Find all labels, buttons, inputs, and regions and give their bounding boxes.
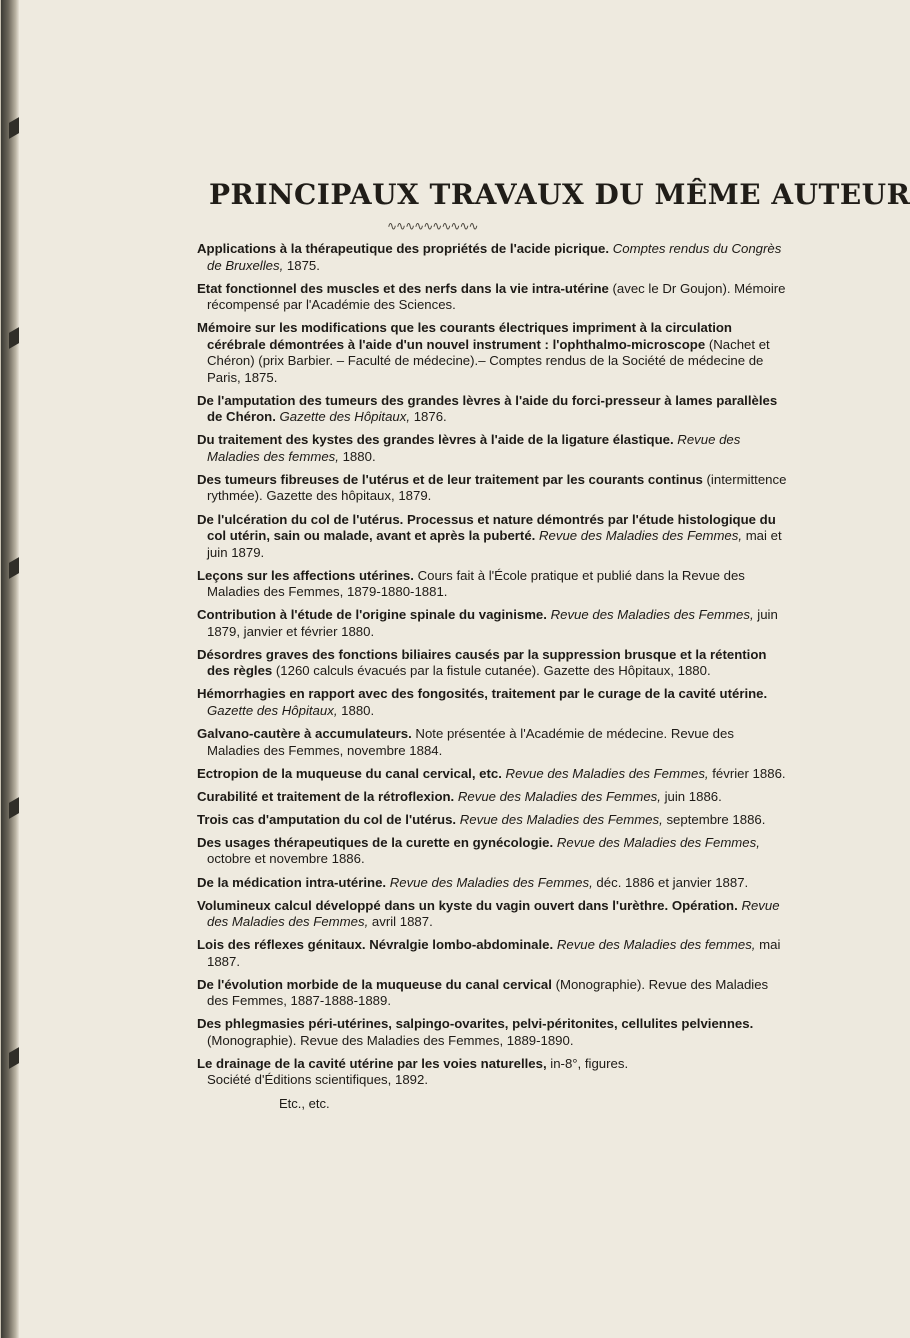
publication-entry [197, 472, 787, 505]
publication-entry [197, 241, 787, 274]
entry-details: 1880. [338, 448, 376, 464]
entry-title: Galvano-cautère à accumulateurs. [197, 726, 412, 742]
entry-details: septembre 1886. [662, 811, 766, 827]
entry-details: Note présentée à l'Académie de médecine. Revue des Maladies des Femmes, novembre 1884. [207, 726, 734, 758]
entry-title: Lois des réflexes génitaux. Névralgie lombo-abdominale. [197, 937, 554, 953]
publication-entry [197, 432, 787, 465]
entry-title: Mémoire sur les modifications que les courants électriques impriment à la circulation cérébrale démontrées à l'aide d'un nouvel instrument : l'ophthalmo-microscope [197, 320, 732, 352]
entry-details: mai 1887. [207, 937, 781, 969]
publication-entry [197, 875, 787, 892]
publication-entry [197, 726, 787, 759]
publication-entry [197, 937, 787, 970]
entry-source: Comptes rendus du Congrès de Bruxelles, [207, 241, 782, 273]
binding-thread [9, 117, 19, 139]
entry-title: Hémorrhagies en rapport avec des fongosités, traitement par le curage de la cavité utérine. [197, 686, 768, 702]
title-ornament: ∿∿∿∿∿∿∿∿∿∿ [387, 219, 478, 233]
publication-entry [197, 281, 787, 314]
entry-title: De l'amputation des tumeurs des grandes lèvres à l'aide du forci-presseur à lames parallèles de Chéron. [197, 392, 778, 425]
publication-entry [197, 393, 787, 426]
publication-entry [197, 812, 787, 829]
entry-title: De la médication intra-utérine. [197, 874, 387, 890]
publication-entry [197, 512, 787, 562]
entry-details: Cours fait à l'École pratique et publié dans la Revue des Maladies des Femmes, 1879-1880-1881. [207, 567, 745, 600]
publication-entry [197, 1016, 787, 1049]
entry-title: Des phlegmasies péri-utérines, salpingo-ovarites, pelvi-péritonites, cellulites pelviennes. [197, 1016, 754, 1032]
entry-details: 1880. [337, 702, 375, 718]
entry-source: Revue des Maladies des Femmes, [501, 765, 709, 781]
entry-source: Revue des Maladies des femmes, [207, 432, 741, 464]
entry-details: octobre et novembre 1886. [207, 851, 365, 867]
publication-entry [197, 835, 787, 868]
binding-thread [9, 1047, 19, 1069]
entry-title: Désordres graves des fonctions biliaires causés par la suppression brusque et la rétention des règles [197, 646, 767, 679]
entry-details: février 1886. [708, 765, 786, 781]
publication-list [197, 178, 910, 1111]
entry-source: Revue des Maladies des Femmes, [386, 874, 593, 890]
publication-entry [197, 568, 787, 601]
closing-etc: Etc., etc. [279, 1095, 330, 1111]
publication-entry [197, 686, 787, 719]
entry-extra: Société d'Éditions scientifiques, 1892. [207, 1072, 428, 1088]
entry-title: Leçons sur les affections utérines. [197, 567, 414, 583]
publication-entry [197, 977, 787, 1010]
entry-details: 1875. [283, 257, 320, 273]
page-title: PRINCIPAUX TRAVAUX DU MÊME AUTEUR [209, 178, 910, 211]
entry-title: Du traitement des kystes des grandes lèvres à l'aide de la ligature élastique. [197, 432, 674, 448]
entry-details: 1876. [410, 409, 447, 425]
entry-details: (Nachet et Chéron) (prix Barbier. – Faculté de médecine).– Comptes rendus de la Société de médecine de Paris, 1875. [207, 336, 770, 385]
entry-details: avril 1887. [368, 914, 433, 930]
entry-title: De l'ulcération du col de l'utérus. Processus et nature démontrés par l'étude histologique du col utérin, sain ou malade, avant et après la puberté. [197, 511, 776, 544]
entry-details: déc. 1886 et janvier 1887. [592, 874, 749, 890]
publication-entry [197, 766, 787, 783]
entry-source: Revue des Maladies des Femmes, [546, 607, 754, 623]
entry-details: (avec le Dr Goujon). Mémoire récompensé par l'Académie des Sciences. [207, 280, 786, 313]
binding-thread [9, 327, 19, 349]
entry-title: Le drainage de la cavité utérine par les voies naturelles, [197, 1055, 547, 1071]
entry-details: juin 1886. [660, 788, 722, 804]
entry-details: (1260 calculs évacués par la fistule cutanée). Gazette des Hôpitaux, 1880. [272, 663, 711, 679]
publication-entry [197, 607, 787, 640]
entry-source: Revue des Maladies des Femmes, [553, 834, 760, 850]
entry-title: Etat fonctionnel des muscles et des nerfs dans la vie intra-utérine [197, 280, 609, 296]
entry-title: Des usages thérapeutiques de la curette en gynécologie. [197, 834, 554, 850]
entries-list [197, 241, 787, 1089]
entry-title: Contribution à l'étude de l'origine spinale du vaginisme. [197, 607, 547, 623]
entry-title: Volumineux calcul développé dans un kyste du vagin ouvert dans l'urèthre. Opération. [197, 897, 738, 913]
book-spine-edge [1, 0, 19, 1338]
binding-thread [9, 797, 19, 819]
publication-entry [197, 1056, 787, 1089]
entry-title: Trois cas d'amputation du col de l'utérus. [197, 811, 457, 827]
entry-details: juin 1879, janvier et février 1880. [207, 607, 778, 639]
entry-details: in-8°, figures. [546, 1055, 629, 1071]
entry-title: Applications à la thérapeutique des propriétés de l'acide picrique. [197, 241, 610, 256]
entry-title: Des tumeurs fibreuses de l'utérus et de leur traitement par les courants continus [197, 471, 703, 487]
entry-source: Gazette des Hôpitaux, [207, 702, 338, 718]
publication-entry [197, 647, 787, 680]
binding-thread [9, 557, 19, 579]
entry-source: Revue des Maladies des Femmes, [535, 528, 743, 544]
entry-source: Revue des Maladies des Femmes, [456, 811, 663, 827]
entry-source: Revue des Maladies des Femmes, [454, 788, 661, 804]
publication-entry [197, 898, 787, 931]
entry-title: De l'évolution morbide de la muqueuse du canal cervical [197, 976, 552, 992]
publication-entry [197, 789, 787, 806]
entry-source: Gazette des Hôpitaux, [275, 409, 411, 425]
entry-source: Revue des Maladies des Femmes, [207, 897, 780, 930]
publication-entry [197, 320, 787, 386]
entry-details: (Monographie). Revue des Maladies des Femmes, 1889-1890. [207, 1032, 574, 1048]
entry-source: Revue des Maladies des femmes, [553, 937, 756, 953]
entry-details: (intermittence rythmée). Gazette des hôpitaux, 1879. [207, 471, 787, 504]
entry-details: mai et juin 1879. [207, 528, 782, 560]
entry-title: Ectropion de la muqueuse du canal cervical, etc. [197, 765, 502, 781]
entry-details: (Monographie). Revue des Maladies des Femmes, 1887-1888-1889. [207, 976, 769, 1009]
entry-title: Curabilité et traitement de la rétroflexion. [197, 788, 455, 804]
